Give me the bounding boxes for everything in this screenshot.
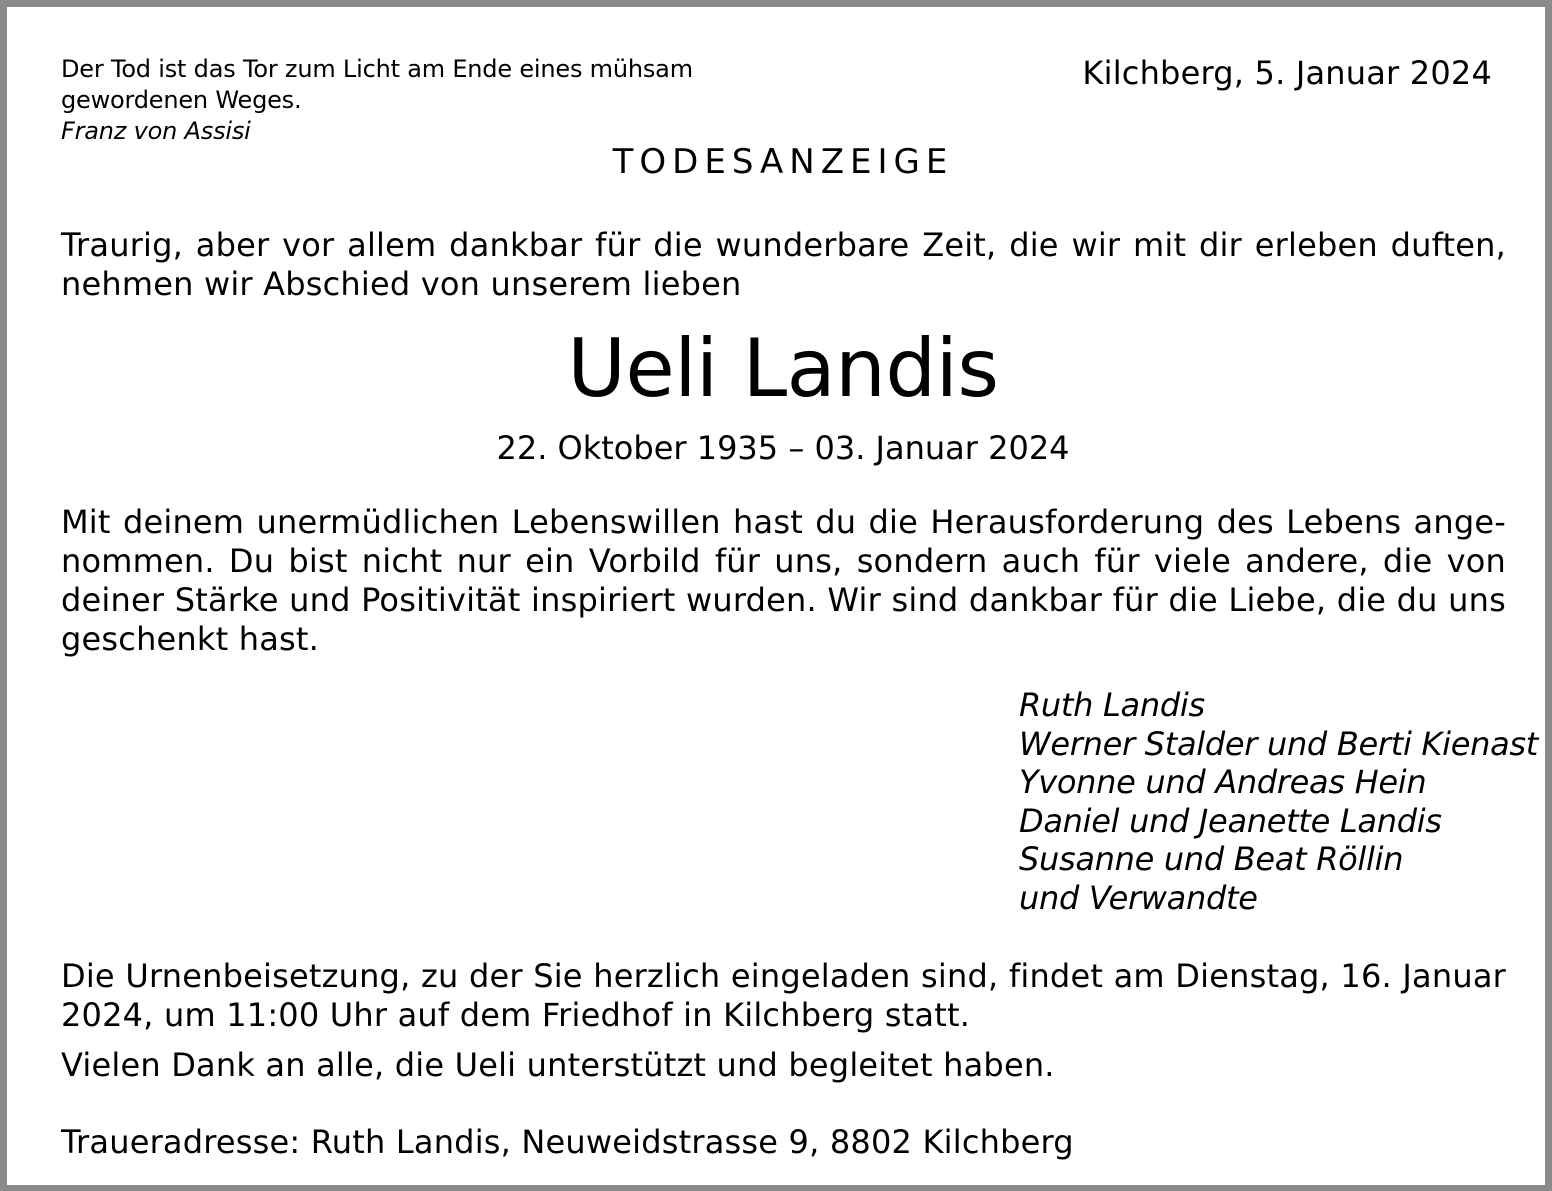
epigraph-text: Der Tod ist das Tor zum Licht am Ende eines mühsam gewordenen Weges. — [61, 55, 693, 114]
thanks-line: Vielen Dank an alle, die Ueli unterstützt und begleitet haben. — [61, 1046, 1055, 1084]
mourner-name: und Verwandte — [1019, 878, 1258, 917]
epigraph — [61, 54, 781, 147]
mourner-name: Susanne und Beat Röllin — [1019, 840, 1404, 879]
mourner-name: Yvonne und Andreas Hein — [1019, 763, 1427, 802]
mourners-list — [1019, 686, 1539, 918]
mourner-name: Daniel und Jeanette Landis — [1019, 801, 1442, 840]
deceased-name: Ueli Landis — [567, 322, 999, 415]
intro-paragraph: Traurig, aber vor allem dankbar für die wunderbare Zeit, die wir mit dir erleben duften, nehmen wir Abschied von unserem lieben — [61, 226, 1506, 303]
mourner-name: Werner Stalder und Berti Kienast — [1019, 724, 1538, 763]
place-date: Kilchberg, 5. Januar 2024 — [1082, 54, 1492, 92]
life-dates: 22. Oktober 1935 – 03. Januar 2024 — [496, 429, 1070, 467]
mourning-address: Traueradresse: Ruth Landis, Neuweidstrasse 9, 8802 Kilchberg — [61, 1123, 1074, 1161]
epigraph-author: Franz von Assisi — [61, 117, 251, 145]
tribute-paragraph: Mit deinem unermüdlichen Lebenswillen hast du die Herausforderung des Lebens ange-nommen. Du bist nicht nur ein Vorbild für uns, sondern auch für viele andere, die von deiner Stärke und Positivität inspiriert wurden. Wir sind dankbar für die Liebe, die du uns geschenkt hast. — [61, 503, 1506, 658]
mourner-name: Ruth Landis — [1019, 686, 1205, 724]
notice-heading: TODESANZEIGE — [612, 142, 954, 182]
burial-info: Die Urnenbeisetzung, zu der Sie herzlich eingeladen sind, findet am Dienstag, 16. Januar 2024, um 11:00 Uhr auf dem Friedhof in Kilchberg statt. — [61, 957, 1506, 1034]
